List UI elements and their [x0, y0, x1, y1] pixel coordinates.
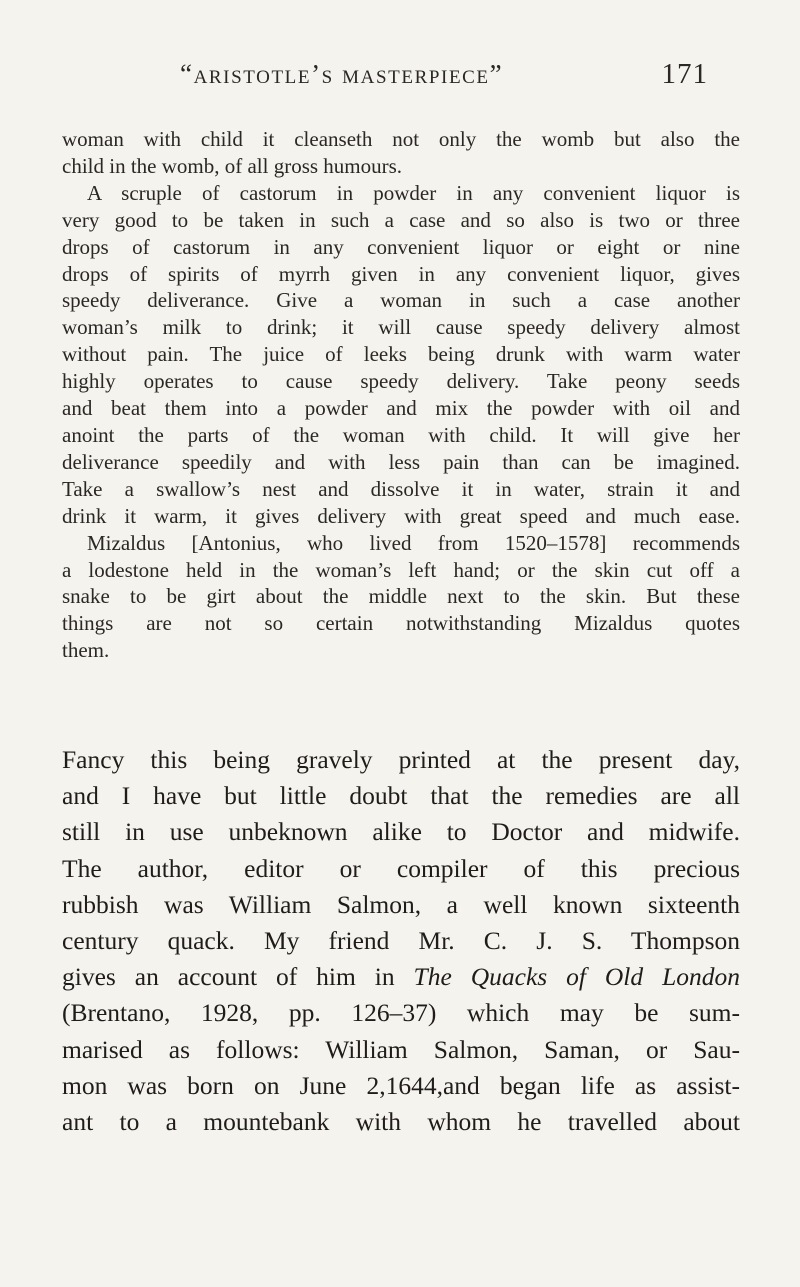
excerpt-line: child in the womb, of all gross humours. [62, 153, 403, 178]
commentary-text: gives an account of him in [62, 962, 414, 992]
excerpt-line: without pain. The juice of leeks being drunk with warm water [62, 342, 740, 367]
excerpt-line: deliverance speedily and with less pain than can be imagined. [62, 449, 740, 474]
book-title: The Quacks of Old London [413, 962, 740, 992]
commentary-line: still in use unbeknown alike to Doctor and midwife. [62, 817, 740, 847]
commentary-line: ant to a mountebank with whom he travelled about [62, 1107, 740, 1137]
commentary-line: The author, editor or compiler of this precious [62, 853, 740, 883]
excerpt-line: snake to be girt about the middle next to the skin. But these [62, 584, 740, 609]
excerpt-line: speedy deliverance. Give a woman in such a case another [62, 288, 740, 313]
running-header [180, 58, 708, 91]
commentary-line [62, 959, 740, 995]
commentary-line: century quack. My friend Mr. C. J. S. Thompson [62, 926, 740, 956]
excerpt-line: Mizaldus [Antonius, who lived from 1520–1578] recommends [87, 530, 740, 555]
excerpt-line: woman’s milk to drink; it will cause speedy delivery almost [62, 315, 740, 340]
excerpt-line: and beat them into a powder and mix the powder with oil and [62, 396, 740, 421]
commentary-line: mon was born on June 2,1644,and began life as assist- [62, 1070, 740, 1100]
commentary-line: and I have but little doubt that the remedies are all [62, 781, 740, 811]
commentary-paragraph [62, 742, 740, 1140]
commentary-line: marised as follows: William Salmon, Saman, or Sau- [62, 1034, 740, 1064]
commentary-line: rubbish was William Salmon, a well known sixteenth [62, 889, 740, 919]
quoted-excerpt [62, 126, 740, 664]
excerpt-line: them. [62, 638, 110, 663]
excerpt-line: anoint the parts of the woman with child. It will give her [62, 422, 740, 447]
commentary-line: Fancy this being gravely printed at the present day, [62, 745, 740, 774]
page-number: 171 [661, 58, 708, 90]
excerpt-line: things are not so certain notwithstanding Mizaldus quotes [62, 611, 740, 636]
excerpt-line: drink it warm, it gives delivery with great speed and much ease. [62, 503, 740, 528]
commentary-line: (Brentano, 1928, pp. 126–37) which may be sum- [62, 998, 740, 1028]
excerpt-line: Take a swallow’s nest and dissolve it in water, strain it and [62, 476, 740, 501]
excerpt-line: drops of spirits of myrrh given in any convenient liquor, gives [62, 261, 740, 286]
excerpt-line: A scruple of castorum in powder in any convenient liquor is [87, 180, 740, 205]
excerpt-line: very good to be taken in such a case and so also is two or three [62, 207, 740, 232]
excerpt-line: drops of castorum in any convenient liquor or eight or nine [62, 234, 740, 259]
running-title: “aristotle’s masterpiece” [180, 59, 504, 89]
excerpt-line: highly operates to cause speedy delivery. Take peony seeds [62, 369, 740, 394]
excerpt-line: a lodestone held in the woman’s left hand; or the skin cut off a [62, 557, 740, 582]
excerpt-line: woman with child it cleanseth not only the womb but also the [62, 127, 740, 151]
